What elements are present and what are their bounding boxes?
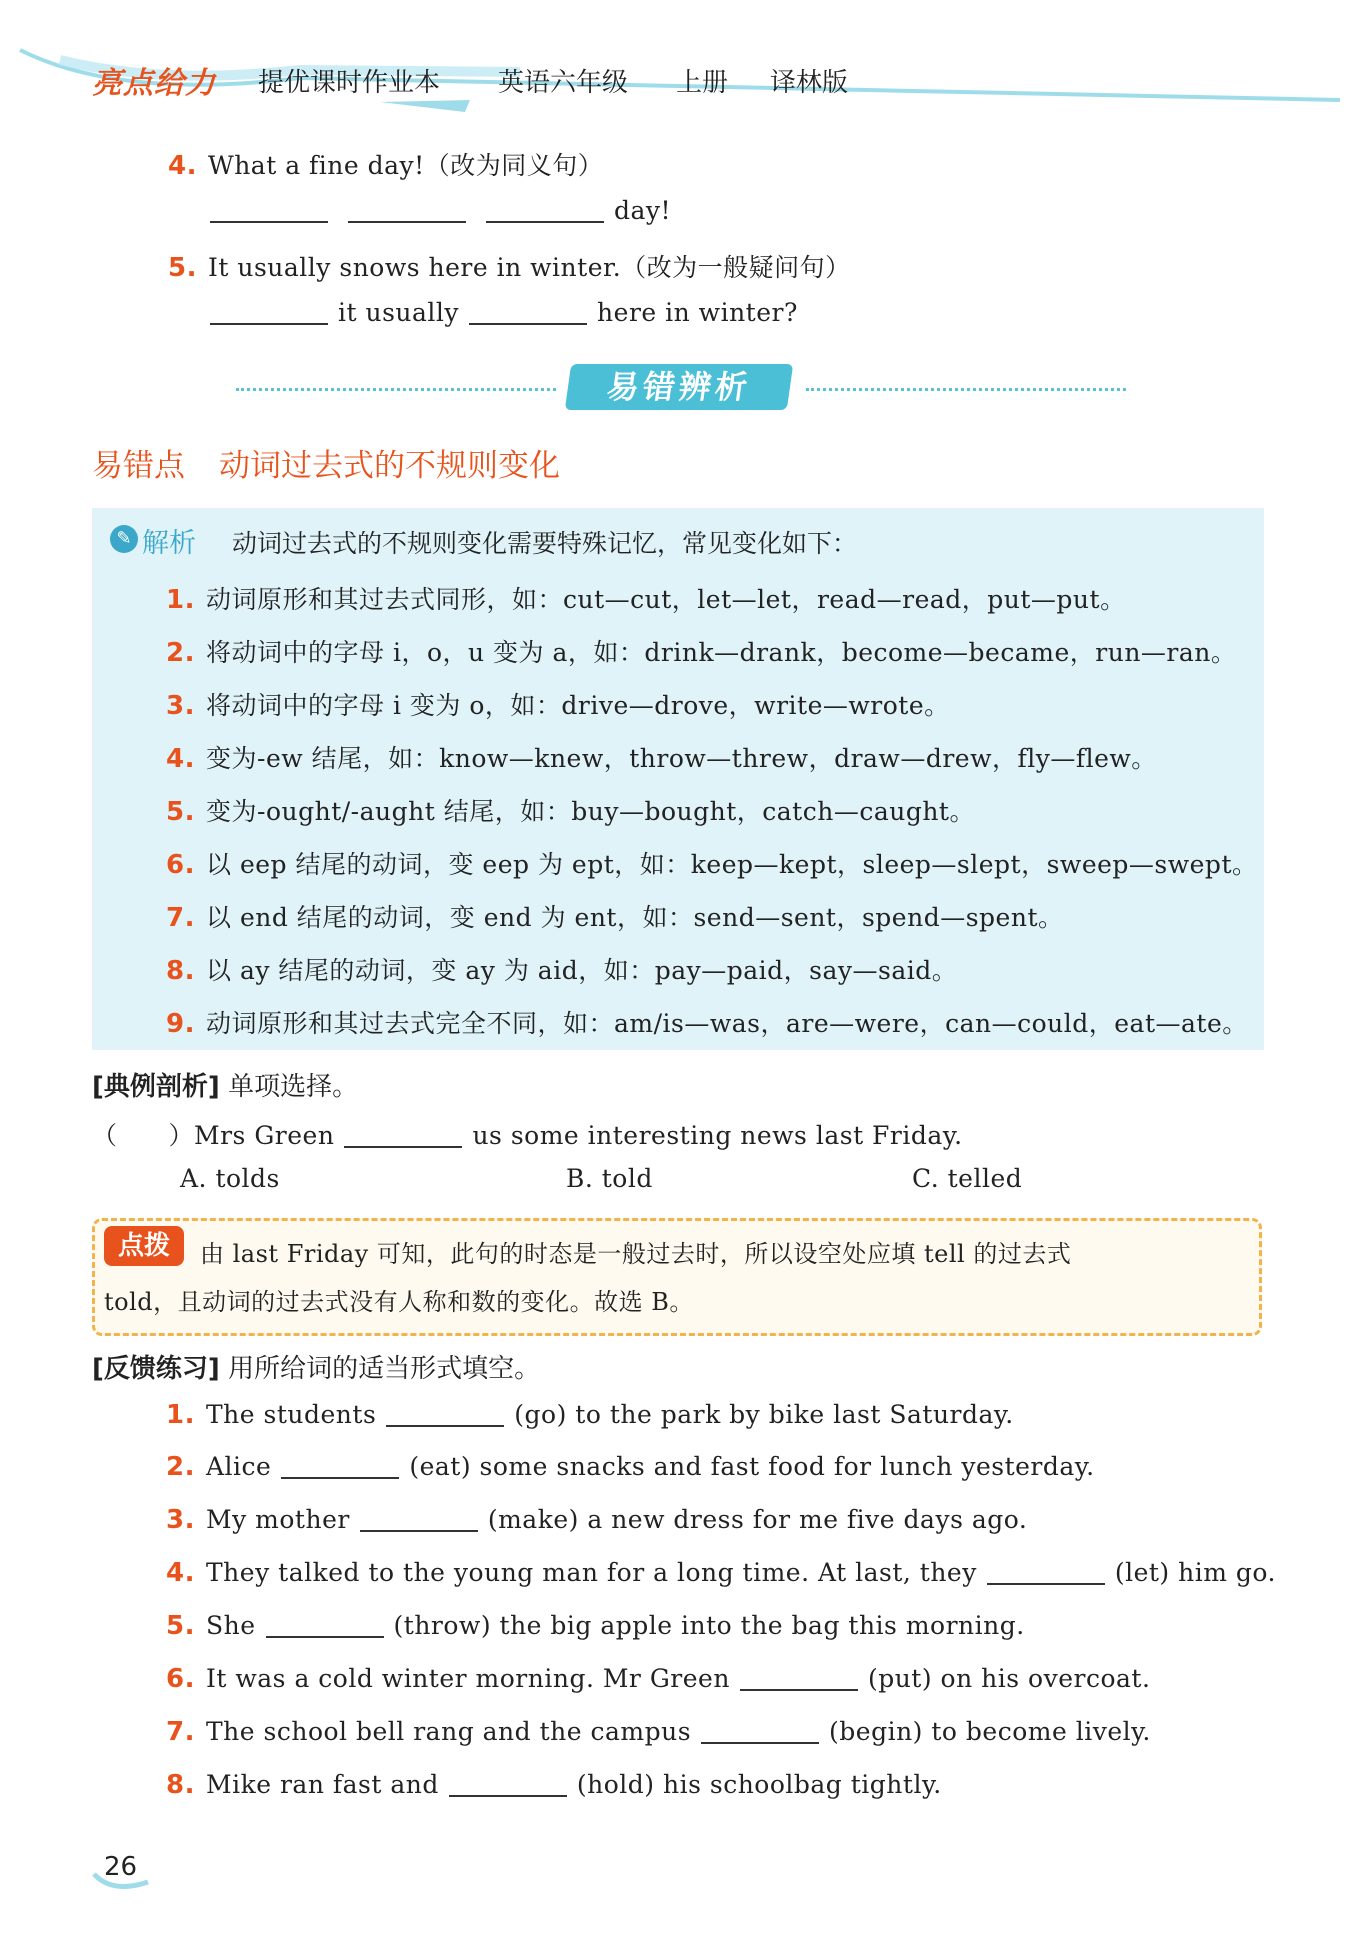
pen-icon: ✎: [110, 525, 138, 553]
answer-blank[interactable]: [740, 1665, 858, 1691]
answer-tail: day!: [614, 196, 672, 225]
item-text: 将动词中的字母 i，o，u 变为 a，如：drink—drank，become—became，run—ran。: [206, 638, 1237, 667]
practice-item: [166, 1717, 1151, 1747]
analysis-item: [166, 633, 1236, 669]
item-number: 9.: [166, 1009, 195, 1039]
example-tag: [典例剖析]: [92, 1072, 220, 1102]
answer-blank[interactable]: [210, 197, 328, 223]
analysis-intro: 动词过去式的不规则变化需要特殊记忆，常见变化如下：: [232, 529, 858, 558]
error-point-text: 动词过去式的不规则变化: [219, 448, 560, 484]
item-number: 7.: [166, 1717, 195, 1747]
item-pre: It was a cold winter morning. Mr Green: [206, 1664, 730, 1693]
question-pre: （ ）Mrs Green: [92, 1121, 335, 1150]
option-a[interactable]: A. tolds: [180, 1164, 280, 1193]
practice-item: [166, 1664, 1150, 1694]
analysis-item: [166, 792, 975, 828]
item-text: 变为-ew 结尾，如：know—knew，throw—threw，draw—drew，fly—flew。: [206, 744, 1157, 773]
item-pre: The students: [206, 1400, 377, 1429]
divider-left: [236, 388, 556, 391]
option-c[interactable]: C. telled: [912, 1164, 1023, 1193]
item-number: 7.: [166, 903, 195, 933]
book-subtitle: 提优课时作业本: [258, 68, 441, 98]
item-post: (throw) the big apple into the bag this morning.: [393, 1611, 1025, 1640]
tip-line-2: told，且动词的过去式没有人称和数的变化。故选 B。: [104, 1288, 694, 1316]
answer-blank[interactable]: [449, 1771, 567, 1797]
item-number: 4.: [166, 1558, 195, 1588]
answer-blank[interactable]: [486, 197, 604, 223]
exercise-4-answer: [200, 196, 671, 225]
item-post: (make) a new dress for me five days ago.: [487, 1505, 1028, 1534]
page-number: 26: [104, 1852, 138, 1882]
item-post: (put) on his overcoat.: [867, 1664, 1151, 1693]
item-text: 将动词中的字母 i 变为 o，如：drive—drove，write—wrote。: [206, 691, 950, 720]
item-number: 5.: [166, 797, 195, 827]
item-text: 以 ay 结尾的动词，变 ay 为 aid，如：pay—paid，say—said。: [206, 956, 958, 985]
practice-item: [166, 1611, 1025, 1641]
book-volume: 上册: [676, 68, 729, 98]
item-number: 2.: [166, 1452, 195, 1482]
exercise-number: 4.: [168, 151, 197, 181]
analysis-item: [166, 686, 950, 722]
answer-blank[interactable]: [344, 1122, 462, 1148]
answer-blank[interactable]: [701, 1718, 819, 1744]
book-grade: 英语六年级: [498, 68, 629, 98]
example-instruction: 单项选择。: [228, 1072, 359, 1102]
practice-instruction: 用所给词的适当形式填空。: [228, 1354, 541, 1384]
practice-tag: [反馈练习]: [92, 1354, 220, 1384]
exercise-5-answer: [200, 298, 798, 327]
item-number: 6.: [166, 850, 195, 880]
item-text: 以 end 结尾的动词，变 end 为 ent，如：send—sent，spend—spent。: [206, 903, 1064, 932]
exercise-5: [168, 248, 851, 284]
practice-item: [166, 1770, 942, 1800]
answer-blank[interactable]: [348, 197, 466, 223]
exercise-4: [168, 146, 603, 182]
item-post: (begin) to become lively.: [829, 1717, 1151, 1746]
item-number: 8.: [166, 1770, 195, 1800]
item-pre: Alice: [206, 1452, 272, 1481]
example-question: [92, 1116, 963, 1152]
exercise-number: 5.: [168, 253, 197, 283]
tip-badge: 点拨: [104, 1226, 184, 1266]
analysis-item: [166, 845, 1258, 881]
item-number: 1.: [166, 585, 195, 615]
item-text: 以 eep 结尾的动词，变 eep 为 ept，如：keep—kept，sleep—slept，sweep—swept。: [206, 850, 1258, 879]
item-text: 变为-ought/-aught 结尾，如：buy—bought，catch—caught。: [206, 797, 975, 826]
practice-item: [166, 1452, 1095, 1482]
analysis-item: [166, 580, 1126, 616]
item-pre: Mike ran fast and: [206, 1770, 439, 1799]
brand-logo: 亮点给力: [92, 66, 216, 101]
practice-heading: [92, 1348, 540, 1385]
analysis-label: 解析: [142, 528, 196, 559]
item-number: 3.: [166, 691, 195, 721]
item-number: 2.: [166, 638, 195, 668]
error-point-label: 易错点: [92, 448, 185, 484]
exercise-text: It usually snows here in winter.（改为一般疑问句）: [208, 253, 851, 282]
analysis-item: [166, 739, 1157, 775]
item-pre: They talked to the young man for a long time. At last, they: [206, 1558, 977, 1587]
book-edition: 译林版: [770, 68, 849, 98]
example-heading: [92, 1066, 358, 1103]
exercise-text: What a fine day!（改为同义句）: [208, 151, 604, 180]
answer-end: here in winter?: [597, 298, 798, 327]
practice-item: [166, 1505, 1027, 1535]
item-text: 动词原形和其过去式完全不同，如：am/is—was，are—were，can—could，eat—ate。: [206, 1009, 1248, 1038]
item-number: 8.: [166, 956, 195, 986]
item-number: 6.: [166, 1664, 195, 1694]
item-post: (let) him go.: [1114, 1558, 1276, 1587]
item-pre: She: [206, 1611, 256, 1640]
item-pre: My mother: [206, 1505, 350, 1534]
item-number: 1.: [166, 1400, 195, 1430]
item-post: (eat) some snacks and fast food for lunch yesterday.: [409, 1452, 1095, 1481]
answer-blank[interactable]: [266, 1612, 384, 1638]
analysis-item: [166, 898, 1064, 934]
practice-item: [166, 1558, 1276, 1588]
answer-blank[interactable]: [360, 1506, 478, 1532]
item-number: 4.: [166, 744, 195, 774]
item-text: 动词原形和其过去式同形，如：cut—cut，let—let，read—read，put—put。: [206, 585, 1126, 614]
answer-mid: it usually: [338, 298, 460, 327]
error-point-title: [92, 440, 560, 485]
practice-item: [166, 1400, 1014, 1430]
item-post: (hold) his schoolbag tightly.: [576, 1770, 942, 1799]
answer-blank[interactable]: [469, 299, 587, 325]
answer-blank[interactable]: [281, 1453, 399, 1479]
divider-right: [806, 388, 1126, 391]
option-b[interactable]: B. told: [566, 1164, 653, 1193]
item-pre: The school bell rang and the campus: [206, 1717, 692, 1746]
tip-line-1: 由 last Friday 可知，此句的时态是一般过去时，所以设空处应填 tell 的过去式: [200, 1240, 1072, 1268]
item-post: (go) to the park by bike last Saturday.: [514, 1400, 1014, 1429]
question-post: us some interesting news last Friday.: [472, 1121, 963, 1150]
answer-blank[interactable]: [210, 299, 328, 325]
analysis-item: [166, 1004, 1248, 1040]
analysis-item: [166, 951, 957, 987]
item-number: 5.: [166, 1611, 195, 1641]
item-number: 3.: [166, 1505, 195, 1535]
section-banner: 易错辨析: [565, 364, 793, 410]
answer-blank[interactable]: [987, 1559, 1105, 1585]
answer-blank[interactable]: [386, 1401, 504, 1427]
